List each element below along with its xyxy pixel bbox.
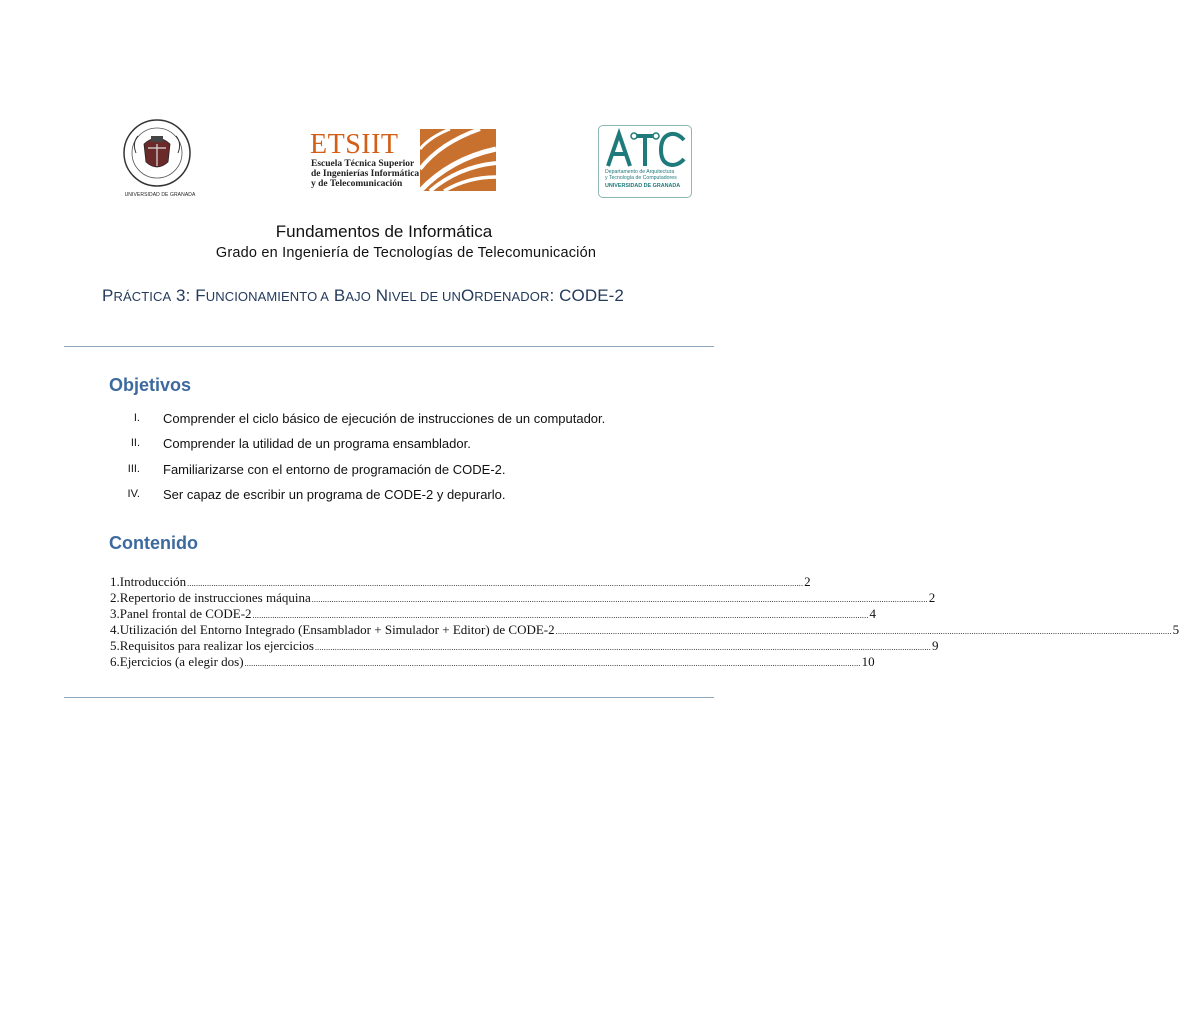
etsiit-subtitle: Escuela Técnica Superior de Ingenierías Informática y de Telecomunicación bbox=[311, 159, 420, 189]
ugr-logo bbox=[120, 118, 194, 200]
toc-leader: ........................................................................................................................................................................................................................................................................................ bbox=[244, 659, 861, 668]
etsiit-mark-icon bbox=[420, 129, 496, 191]
toc-leader: ........................................................................................................................................................................................................................................................................................ bbox=[555, 627, 1172, 636]
course-title: Fundamentos de Informática bbox=[275, 222, 493, 241]
toc-leader: ........................................................................................................................................................................................................................................................................................ bbox=[187, 579, 804, 588]
toc-leader: ........................................................................................................................................................................................................................................................................................ bbox=[311, 595, 928, 604]
divider bbox=[64, 346, 714, 347]
atc-university: UNIVERSIDAD DE GRANADA bbox=[605, 183, 681, 189]
atc-lettering-icon bbox=[604, 130, 688, 168]
divider bbox=[64, 697, 714, 698]
toc-leader: ........................................................................................................................................................................................................................................................................................ bbox=[314, 643, 931, 652]
toc-entry[interactable]: 3. Panel frontal de CODE-2 ........................................................................................................................................................................................................................................................................................ 4 bbox=[110, 606, 877, 621]
practica-title: PRÁCTICA 3: FUNCIONAMIENTO A BAJO NIVEL DE UNORDENADOR: CODE-2 bbox=[102, 286, 624, 305]
objetivos-heading: Objetivos bbox=[109, 375, 192, 395]
etsiit-brand: ETSIIT bbox=[310, 129, 399, 160]
atc-department: Departamento de Arquitectura y Tecnología de Computadores bbox=[605, 169, 677, 181]
degree-title: Grado en Ingeniería de Tecnologías de Telecomunicación bbox=[215, 245, 597, 261]
toc-entry[interactable]: 6. Ejercicios (a elegir dos) ........................................................................................................................................................................................................................................................................................ 10 bbox=[110, 654, 875, 669]
toc-entry[interactable]: 1. Introducción ........................................................................................................................................................................................................................................................................................ 2 bbox=[110, 574, 811, 589]
ugr-caption: UNIVERSIDAD DE GRANADA bbox=[124, 192, 196, 198]
toc-entry[interactable]: 2. Repertorio de instrucciones máquina ........................................................................................................................................................................................................................................................................................ 2 bbox=[110, 590, 936, 605]
contenido-heading: Contenido bbox=[109, 533, 198, 553]
toc-entry[interactable]: 4. Utilización del Entorno Integrado (Ensamblador + Simulador + Editor) de CODE-2 ........................................................................................................................................................................................................................................................................................ 5 bbox=[110, 622, 1179, 637]
ugr-seal-icon bbox=[122, 118, 192, 188]
toc-entry[interactable]: 5. Requisitos para realizar los ejercicios ........................................................................................................................................................................................................................................................................................ 9 bbox=[110, 638, 939, 653]
atc-logo bbox=[598, 125, 692, 198]
etsiit-logo bbox=[308, 129, 494, 193]
toc-leader: ........................................................................................................................................................................................................................................................................................ bbox=[252, 611, 869, 620]
